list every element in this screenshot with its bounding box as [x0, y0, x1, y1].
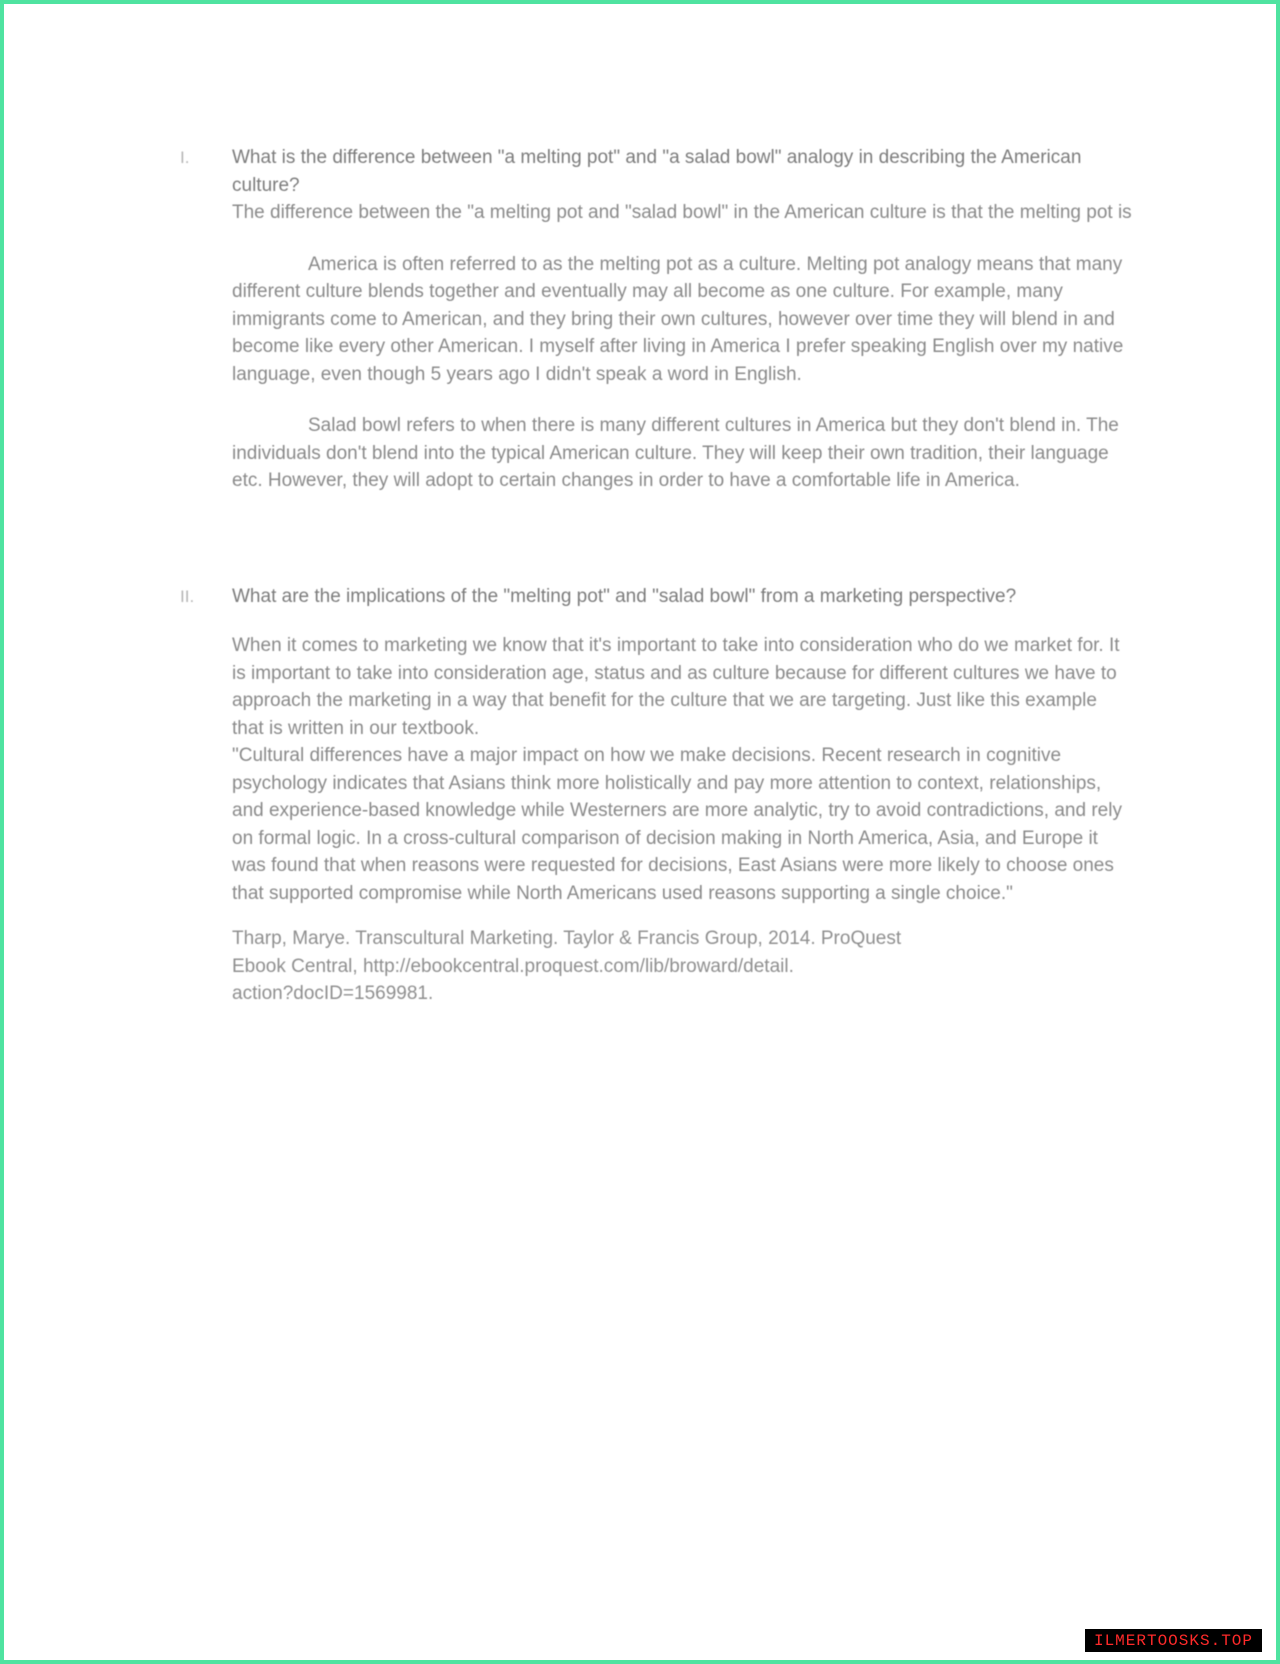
question-1-number: I.	[180, 148, 190, 167]
question-2-text: What are the implications of the "melting pot" and "salad bowl" from a marketing perspective?	[232, 585, 1017, 607]
question-1-text: What is the difference between "a melting pot" and "a salad bowl" analogy in describing the American culture?	[232, 147, 1082, 196]
watermark-badge[interactable]: ILMERTOOSKS.TOP	[1085, 1629, 1262, 1652]
answer-2-quote: "Cultural differences have a major impact on how we make decisions. Recent research in cognitive psychology indicates that Asians think more holistically and pay more attention to context, relationships, and experience-based knowledge while Westerners are more analytic, try to avoid contradictions, and rely on formal logic. In a cross-cultural comparison of decision making in North America, Asia, and Europe it was found that when reasons were requested for decisions, East Asians were more likely to choose ones that supported compromise while North Americans used reasons supporting a single choice."	[232, 745, 1122, 904]
question-2	[180, 583, 1132, 611]
document-page	[180, 144, 1132, 1008]
citation-line-2: Ebook Central, http://ebookcentral.proquest.com/lib/broward/detail.	[232, 955, 794, 977]
answer-2-block	[180, 632, 1132, 1008]
question-1-answer-intro: The difference between the "a melting pot and "salad bowl" in the American culture is that the melting pot is	[232, 202, 1132, 223]
answer-2-paragraph: When it comes to marketing we know that it's important to take into consideration who do we market for. It is important to take into consideration age, status and as culture because for different cultures we have to approach the marketing in a way that benefit for the culture that we are targeting. Just like this example that is written in our textbook.	[232, 635, 1120, 739]
question-1	[180, 144, 1132, 227]
answer-1-paragraph-melting-pot: America is often referred to as the melting pot as a culture. Melting pot analogy means that many different culture blends together and eventually may all become as one culture. For example, many immigrants come to American, and they bring their own cultures, however over time they will blend in and become like every other American. I myself after living in America I prefer speaking English over my native language, even though 5 years ago I didn't speak a word in English.	[232, 253, 1124, 385]
citation-line-3: action?docID=1569981.	[232, 983, 434, 1004]
question-2-number: II.	[180, 586, 195, 606]
citation	[232, 925, 1132, 1008]
answer-1-block	[180, 251, 1132, 495]
citation-line-1: Tharp, Marye. Transcultural Marketing. Taylor & Francis Group, 2014. ProQuest	[232, 928, 902, 949]
answer-1-paragraph-salad-bowl: Salad bowl refers to when there is many different cultures in America but they don't blend in. The individuals don't blend into the typical American culture. They will keep their own tradition, their language etc. However, they will adopt to certain changes in order to have a comfortable life in America.	[232, 415, 1119, 491]
